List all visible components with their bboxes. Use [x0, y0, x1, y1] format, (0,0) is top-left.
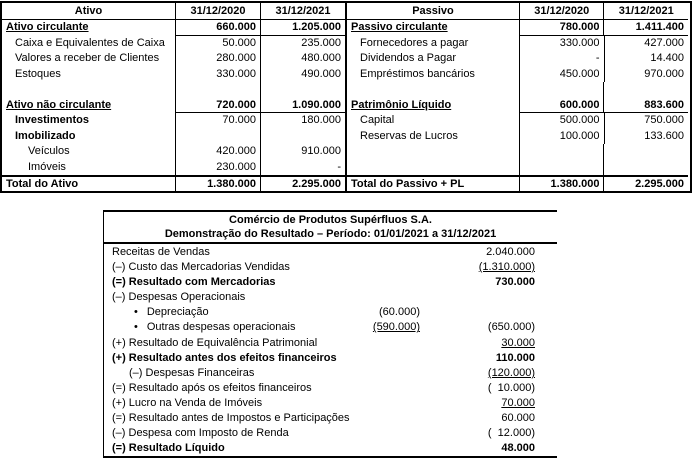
row-label: Imóveis: [28, 160, 66, 173]
passivo-rows: [347, 20, 688, 191]
partial-value: (60.000): [379, 306, 420, 319]
balance-sheet: [0, 1, 692, 193]
balance-row: [2, 36, 345, 52]
ativo-table: [2, 3, 345, 191]
ativo-rows: [2, 20, 345, 191]
row-label: • Outras despesas operacionais: [134, 321, 296, 334]
col-2020-header: 31/12/2020: [175, 3, 260, 19]
statement-row: [104, 290, 557, 305]
partial-value: [350, 245, 420, 260]
value-2020: 450.000: [519, 67, 604, 83]
value-2020: [175, 129, 260, 145]
row-label: (–) Despesas Financeiras: [129, 366, 255, 379]
row-label: Ativo não circulante: [6, 98, 112, 111]
value-2021: [260, 129, 345, 145]
row-label: Capital: [360, 114, 395, 126]
bullet-icon: •: [134, 321, 138, 334]
statement-row: [104, 336, 557, 351]
balance-row: [347, 82, 688, 98]
main-value: 70.000: [501, 396, 535, 409]
value-2021: 1.205.000: [260, 20, 345, 36]
ativo-column-header: Ativo: [74, 5, 103, 17]
row-label: [347, 144, 519, 160]
main-value: (650.000): [487, 321, 535, 334]
value-2021: 14.400: [604, 51, 689, 67]
value-2021: 133.600: [604, 129, 689, 145]
partial-value: [350, 366, 420, 381]
value-2020: 280.000: [175, 51, 260, 67]
balance-row: [347, 113, 688, 129]
value-2020: -: [519, 51, 604, 67]
row-label: Reservas de Lucros: [360, 129, 458, 142]
main-value: ( 12.000): [487, 427, 535, 440]
balance-row: [347, 160, 688, 176]
balance-row: [2, 160, 345, 176]
statement-row: [104, 305, 557, 320]
main-value: 2.040.000: [486, 246, 535, 258]
value-2021: [603, 144, 688, 160]
balance-row: [2, 144, 345, 160]
main-value: [420, 290, 557, 305]
main-value: 730.000: [495, 276, 535, 289]
statement-row: [104, 260, 557, 275]
statement-row: [104, 396, 557, 411]
main-value: (120.000): [487, 366, 535, 379]
row-label: (+) Lucro na Venda de Imóveis: [112, 396, 263, 409]
main-value: [420, 305, 557, 320]
row-label: (=) Resultado antes de Impostos e Participações: [112, 412, 350, 425]
row-label: • Depreciação: [134, 306, 209, 319]
col-2021-header: 31/12/2021: [260, 3, 345, 19]
row-label: [2, 82, 175, 98]
partial-value: [350, 275, 420, 290]
main-value: 48.000: [501, 442, 535, 455]
row-label: Investimentos: [15, 114, 89, 126]
row-label: Patrimônio Líquido: [351, 98, 452, 111]
balance-row: [2, 98, 345, 114]
main-value: ( 10.000): [487, 381, 535, 394]
partial-value: [350, 441, 420, 456]
statement-row: [104, 320, 557, 335]
value-2021: 180.000: [260, 113, 345, 129]
value-2020: 1.380.000: [519, 177, 604, 191]
bullet-icon: •: [134, 306, 138, 319]
balance-row: [347, 129, 688, 145]
value-2020: 720.000: [175, 98, 260, 114]
main-value: 110.000: [495, 351, 535, 364]
balance-row: [2, 113, 345, 129]
value-2020: 600.000: [519, 98, 604, 114]
balance-row: [2, 175, 345, 191]
row-label: Receitas de Vendas: [112, 246, 210, 258]
balance-row: [2, 67, 345, 83]
statement-row: [104, 275, 557, 290]
balance-row: [347, 175, 688, 191]
value-2021: [260, 82, 345, 98]
col-2021-header: 31/12/2021: [603, 3, 688, 19]
value-2020: 420.000: [175, 144, 260, 160]
partial-value: [350, 336, 420, 351]
value-2021: [603, 160, 688, 176]
value-2020: 330.000: [175, 67, 260, 83]
partial-value: (590.000): [372, 321, 420, 334]
row-label: Dividendos a Pagar: [360, 52, 457, 64]
main-value: 30.000: [501, 336, 535, 349]
value-2021: 2.295.000: [260, 177, 345, 191]
row-label: Fornecedores a pagar: [360, 36, 469, 49]
ativo-header-row: [2, 3, 345, 20]
statement-row: [104, 245, 557, 260]
statement-row: [104, 441, 557, 456]
value-2021: 235.000: [260, 36, 345, 52]
row-label: Total do Passivo + PL: [351, 178, 465, 190]
value-2021: 970.000: [604, 67, 689, 83]
value-2021: 750.000: [604, 113, 689, 129]
balance-row: [347, 20, 688, 36]
balance-row: [2, 51, 345, 67]
row-label: [347, 160, 519, 176]
value-2021: 490.000: [260, 67, 345, 83]
statement-row: [104, 351, 557, 366]
row-label: Total do Ativo: [6, 178, 79, 190]
partial-value: [350, 411, 420, 426]
value-2020: [519, 144, 604, 160]
balance-row: [347, 51, 688, 67]
statement-subtitle: Demonstração do Resultado – Período: 01/01/2021 a 31/12/2021: [164, 227, 497, 240]
value-2020: 230.000: [175, 160, 260, 176]
value-2020: 70.000: [175, 113, 260, 129]
value-2021: 910.000: [260, 144, 345, 160]
value-2020: [519, 160, 604, 176]
partial-value: [350, 426, 420, 441]
balance-row: [2, 20, 345, 36]
partial-value: [350, 290, 420, 305]
row-label: Veículos: [28, 145, 70, 157]
statement-rows: [104, 244, 557, 456]
row-label: Empréstimos bancários: [360, 67, 475, 80]
row-label: Ativo circulante: [6, 21, 89, 33]
row-label: (+) Resultado de Equivalência Patrimonial: [112, 336, 318, 349]
statement-title-block: [104, 212, 557, 244]
balance-row: [347, 98, 688, 114]
statement-row: [104, 381, 557, 396]
passivo-column-header: Passivo: [412, 5, 454, 17]
passivo-header-row: [347, 3, 688, 20]
company-name: Comércio de Produtos Supérfluos S.A.: [229, 214, 432, 226]
value-2020: 1.380.000: [175, 177, 260, 191]
value-2020: [175, 82, 260, 98]
balance-row: [2, 129, 345, 145]
value-2020: [519, 82, 604, 98]
value-2020: 50.000: [175, 36, 260, 52]
row-label: [347, 82, 519, 98]
partial-value: [350, 351, 420, 366]
statement-row: [104, 426, 557, 441]
value-2021: 1.090.000: [260, 98, 345, 114]
value-2021: 480.000: [260, 51, 345, 67]
balance-row: [2, 82, 345, 98]
value-2020: 660.000: [175, 20, 260, 36]
passivo-table: [345, 3, 688, 191]
income-statement: [103, 210, 557, 458]
value-2021: [603, 82, 688, 98]
row-label: (–) Despesa com Imposto de Renda: [112, 427, 289, 440]
value-2020: 330.000: [519, 36, 604, 52]
partial-value: [350, 260, 420, 275]
value-2020: 780.000: [519, 20, 604, 36]
row-label: Caixa e Equivalentes de Caixa: [15, 36, 165, 49]
balance-row: [347, 144, 688, 160]
row-label: Imobilizado: [15, 129, 76, 142]
value-2021: 2.295.000: [603, 177, 688, 191]
row-label: (=) Resultado após os efeitos financeiros: [112, 381, 312, 394]
value-2021: 427.000: [604, 36, 689, 52]
main-value: 60.000: [501, 412, 535, 425]
partial-value: [350, 381, 420, 396]
row-label: (+) Resultado antes dos efeitos financeiros: [112, 351, 337, 364]
partial-value: [350, 396, 420, 411]
row-label: (–) Despesas Operacionais: [112, 291, 246, 304]
row-label: (=) Resultado com Mercadorias: [112, 276, 276, 289]
row-label: (=) Resultado Líquido: [112, 442, 225, 455]
value-2021: 1.411.400: [603, 20, 688, 36]
value-2021: 883.600: [603, 98, 688, 114]
value-2020: 100.000: [519, 129, 604, 145]
row-label: Estoques: [15, 67, 61, 80]
row-label: (–) Custo das Mercadorias Vendidas: [112, 261, 290, 274]
statement-row: [104, 411, 557, 426]
value-2021: -: [260, 160, 345, 176]
value-2020: 500.000: [519, 113, 604, 129]
balance-row: [347, 36, 688, 52]
statement-row: [104, 366, 557, 381]
col-2020-header: 31/12/2020: [519, 3, 604, 19]
balance-row: [347, 67, 688, 83]
row-label: Passivo circulante: [351, 21, 448, 33]
row-label: Valores a receber de Clientes: [15, 52, 160, 64]
main-value: (1.310.000): [478, 261, 535, 274]
